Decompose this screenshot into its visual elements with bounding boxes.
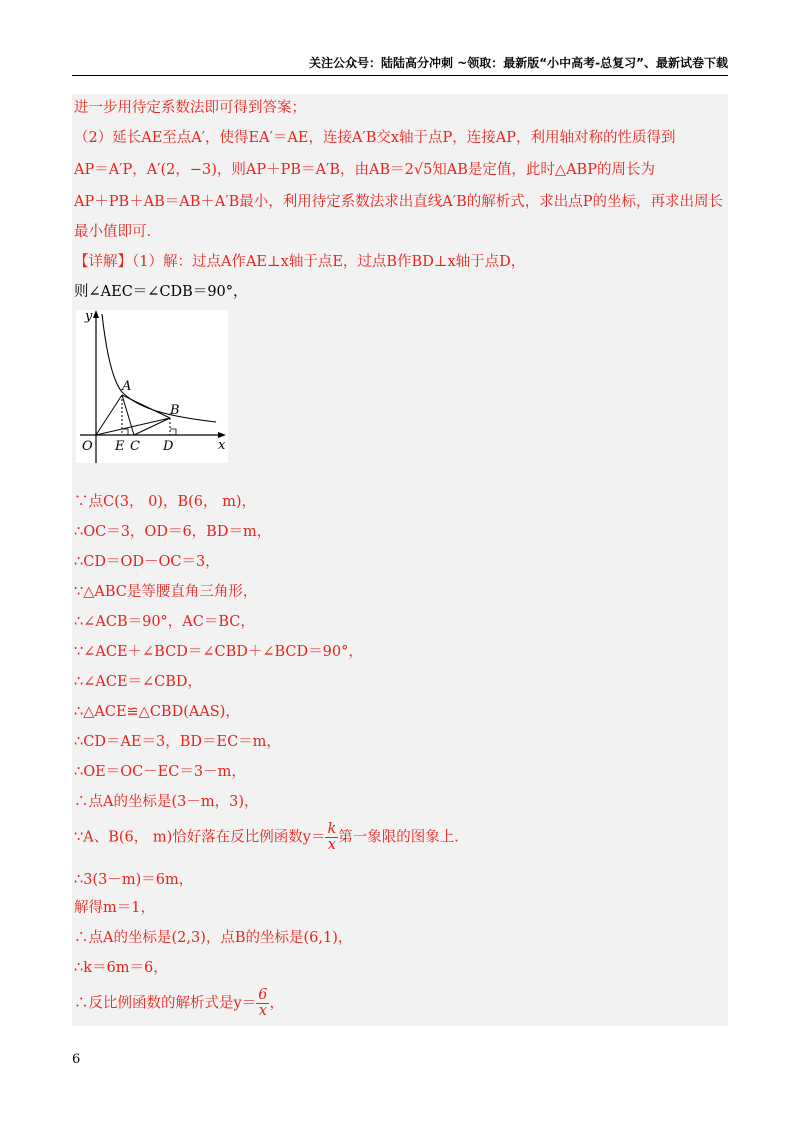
text-line-2: （2）延长AE至点A′，使得EA′＝AE，连接A′B交x轴于点P，连接AP，利用轴对称的性质得到 (74, 130, 676, 146)
fraction-numerator: 6 (258, 987, 268, 1003)
label-B: B (170, 403, 180, 418)
detail-heading-line: 【详解】（1）解：过点A作AE⊥x轴于点E，过点B作BD⊥x轴于点D， (74, 254, 526, 270)
text-line-3: AP＝A′P，A′(2，−3)，则AP＋PB＝A′B，由AB＝2√5知AB是定值，此时△ABP的周长为 (74, 162, 655, 178)
segment-AB (122, 395, 170, 418)
label-C: C (130, 439, 140, 454)
text-line-9: ∴OC＝3，OD＝6，BD＝m， (74, 524, 272, 540)
text-line-19: ∴3(3－m)＝6m， (74, 872, 194, 888)
geometry-figure (76, 310, 228, 463)
fraction-line-1-after: 第一象限的图象上． (338, 829, 469, 846)
fraction-line-1-before: ∵A、B(6， m)恰好落在反比例函数y＝ (74, 829, 326, 846)
text-line-20: 解得m＝1， (74, 900, 155, 916)
fraction-line-2-before: ∴反比例函数的解析式是y＝ (74, 995, 257, 1012)
page-number: 6 (72, 1052, 81, 1067)
text-line-8: ∵点C(3， 0)，B(6， m)， (74, 494, 257, 510)
segment-CB (134, 418, 170, 435)
fraction-line-2 (74, 988, 284, 1019)
text-line-16: ∴CD＝AE＝3，BD＝EC＝m， (74, 734, 281, 750)
hyperbola-curve (102, 314, 216, 422)
segment-OA (96, 395, 122, 435)
text-line-13: ∵∠ACE＋∠BCD＝∠CBD＋∠BCD＝90°， (74, 644, 363, 660)
text-line-1: 进一步用待定系数法即可得到答案； (74, 100, 306, 116)
text-line-11: ∵△ABC是等腰直角三角形， (74, 584, 258, 600)
label-A: A (122, 379, 132, 394)
text-line-15: ∴△ACE≌△CBD(AAS)， (74, 704, 240, 720)
right-angle-mark-E (122, 429, 128, 435)
page-header: 关注公众号：陆陆高分冲刺 ~领取：最新版“小中高考-总复习”、最新试卷下载 (72, 54, 728, 76)
text-line-14: ∴∠ACE＝∠CBD， (74, 674, 203, 690)
y-axis-arrow (93, 310, 99, 318)
text-line-12: ∴∠ACB＝90°，AC＝BC， (74, 614, 255, 630)
label-D: D (163, 439, 174, 454)
text-line-17: ∴OE＝OC－EC＝3－m， (74, 764, 246, 780)
text-line-5: 最小值即可． (74, 224, 161, 240)
label-O: O (82, 439, 93, 454)
label-E: E (115, 439, 125, 454)
right-angle-mark-D (170, 429, 176, 435)
figure-svg (76, 310, 228, 463)
fraction-numerator: k (327, 821, 337, 837)
text-line-4: AP＋PB＋AB＝AB＋A′B最小，利用待定系数法求出直线A′B的解析式，求出点P的坐标，再求出周长 (74, 194, 723, 210)
text-line-22: ∴k＝6m＝6， (74, 960, 168, 976)
text-line-7: 则∠AEC＝∠CDB＝90°， (74, 284, 248, 300)
fraction-denominator: x (258, 1003, 267, 1019)
text-line-10: ∴CD＝OD－OC＝3， (74, 554, 220, 570)
fraction-denominator: x (327, 837, 336, 853)
text-line-18: ∴点A的坐标是(3－m，3)， (74, 794, 259, 810)
label-y: y (85, 310, 93, 324)
fraction-line-2-after: ， (269, 995, 284, 1012)
text-line-21: ∴点A的坐标是(2,3)，点B的坐标是(6,1)， (74, 930, 353, 946)
solution-panel (72, 94, 728, 1026)
fraction-line-1 (74, 822, 469, 853)
label-x: x (218, 438, 226, 453)
